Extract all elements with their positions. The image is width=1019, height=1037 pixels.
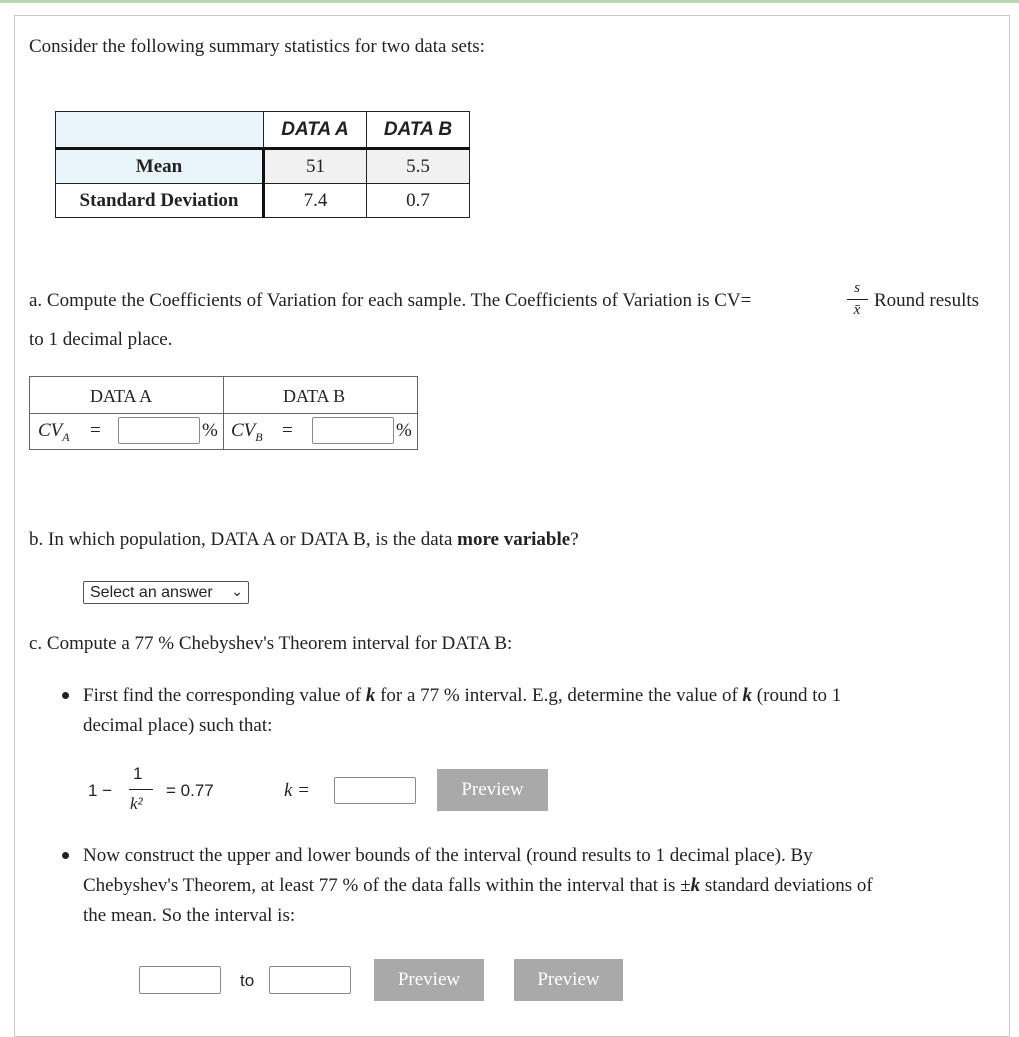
part-a-text: a. Compute the Coefficients of Variation for each sample. The Coefficients of Variation is CV= — [29, 290, 752, 311]
cv-formula-bar — [847, 299, 868, 300]
mean-data-b: 5.5 — [367, 149, 470, 184]
bullet-icon — [62, 852, 69, 859]
cv-formula-numerator: s — [854, 280, 860, 296]
equation-fraction-bar — [129, 789, 153, 790]
equation-one-minus: 1 − — [88, 781, 113, 800]
equation-rhs: = 0.77 — [166, 781, 214, 800]
cv-b-input[interactable] — [312, 417, 394, 444]
column-header-data-b: DATA B — [367, 112, 470, 149]
bullet-icon — [62, 692, 69, 699]
part-b-text: b. In which population, DATA A or DATA B, is the data more variable? — [29, 529, 579, 550]
sd-data-a: 7.4 — [264, 184, 367, 218]
k-preview-button[interactable]: Preview — [437, 769, 548, 811]
lower-preview-button[interactable]: Preview — [374, 959, 484, 1001]
cv-answer-table — [29, 376, 418, 450]
part-c-text: c. Compute a 77 % Chebyshev's Theorem interval for DATA B: — [29, 633, 513, 654]
bullet2-line3: the mean. So the interval is: — [83, 905, 296, 926]
to-label: to — [240, 971, 255, 990]
table-corner-cell — [56, 112, 264, 149]
cv-a-percent: % — [202, 420, 218, 441]
k-input[interactable] — [334, 777, 416, 804]
variability-answer-select[interactable] — [83, 581, 249, 604]
column-header-data-a: DATA A — [264, 112, 367, 149]
mean-data-a: 51 — [264, 149, 367, 184]
cv-b-label: $CV_B$ — [231, 420, 263, 444]
intro-text: Consider the following summary statistics for two data sets: — [29, 36, 485, 57]
top-accent-line — [0, 0, 1019, 3]
lower-bound-input[interactable] — [139, 966, 221, 994]
summary-statistics-table — [55, 111, 470, 218]
k-label: k = — [284, 780, 311, 801]
cv-b-percent: % — [396, 420, 412, 441]
chevron-down-icon: ⌄ — [231, 583, 243, 599]
bullet2-line1: Now construct the upper and lower bounds of the interval (round results to 1 decimal place). By — [83, 845, 813, 866]
equation-denominator: k² — [130, 794, 143, 813]
cv-col-header-b: DATA B — [283, 386, 346, 406]
cv-col-header-a: DATA A — [90, 386, 153, 406]
bullet1-line1: First find the corresponding value of k for a 77 % interval. E.g, determine the value of k (round to 1 — [83, 685, 842, 706]
cv-a-equals: = — [90, 420, 101, 441]
equation-numerator: 1 — [133, 764, 143, 783]
bullet1-line2: decimal place) such that: — [83, 715, 273, 736]
cv-a-label: $CV_A$ — [38, 420, 70, 444]
select-value: Select an answer — [90, 584, 213, 601]
sd-data-b: 0.7 — [367, 184, 470, 218]
cv-a-input[interactable] — [118, 417, 200, 444]
cv-table-row-divider — [30, 413, 417, 414]
cv-formula-denominator: x̄ — [853, 302, 861, 318]
upper-bound-input[interactable] — [269, 966, 351, 994]
part-a-text-line2: to 1 decimal place. — [29, 329, 173, 350]
row-label-standard-deviation: Standard Deviation — [56, 184, 264, 218]
row-label-mean: Mean — [56, 149, 264, 184]
part-a-text-end: Round results — [874, 290, 980, 311]
cv-b-equals: = — [282, 420, 293, 441]
bullet2-line2: Chebyshev's Theorem, at least 77 % of the data falls within the interval that is ±k standard deviations of — [83, 875, 873, 896]
upper-preview-button[interactable]: Preview — [514, 959, 623, 1001]
